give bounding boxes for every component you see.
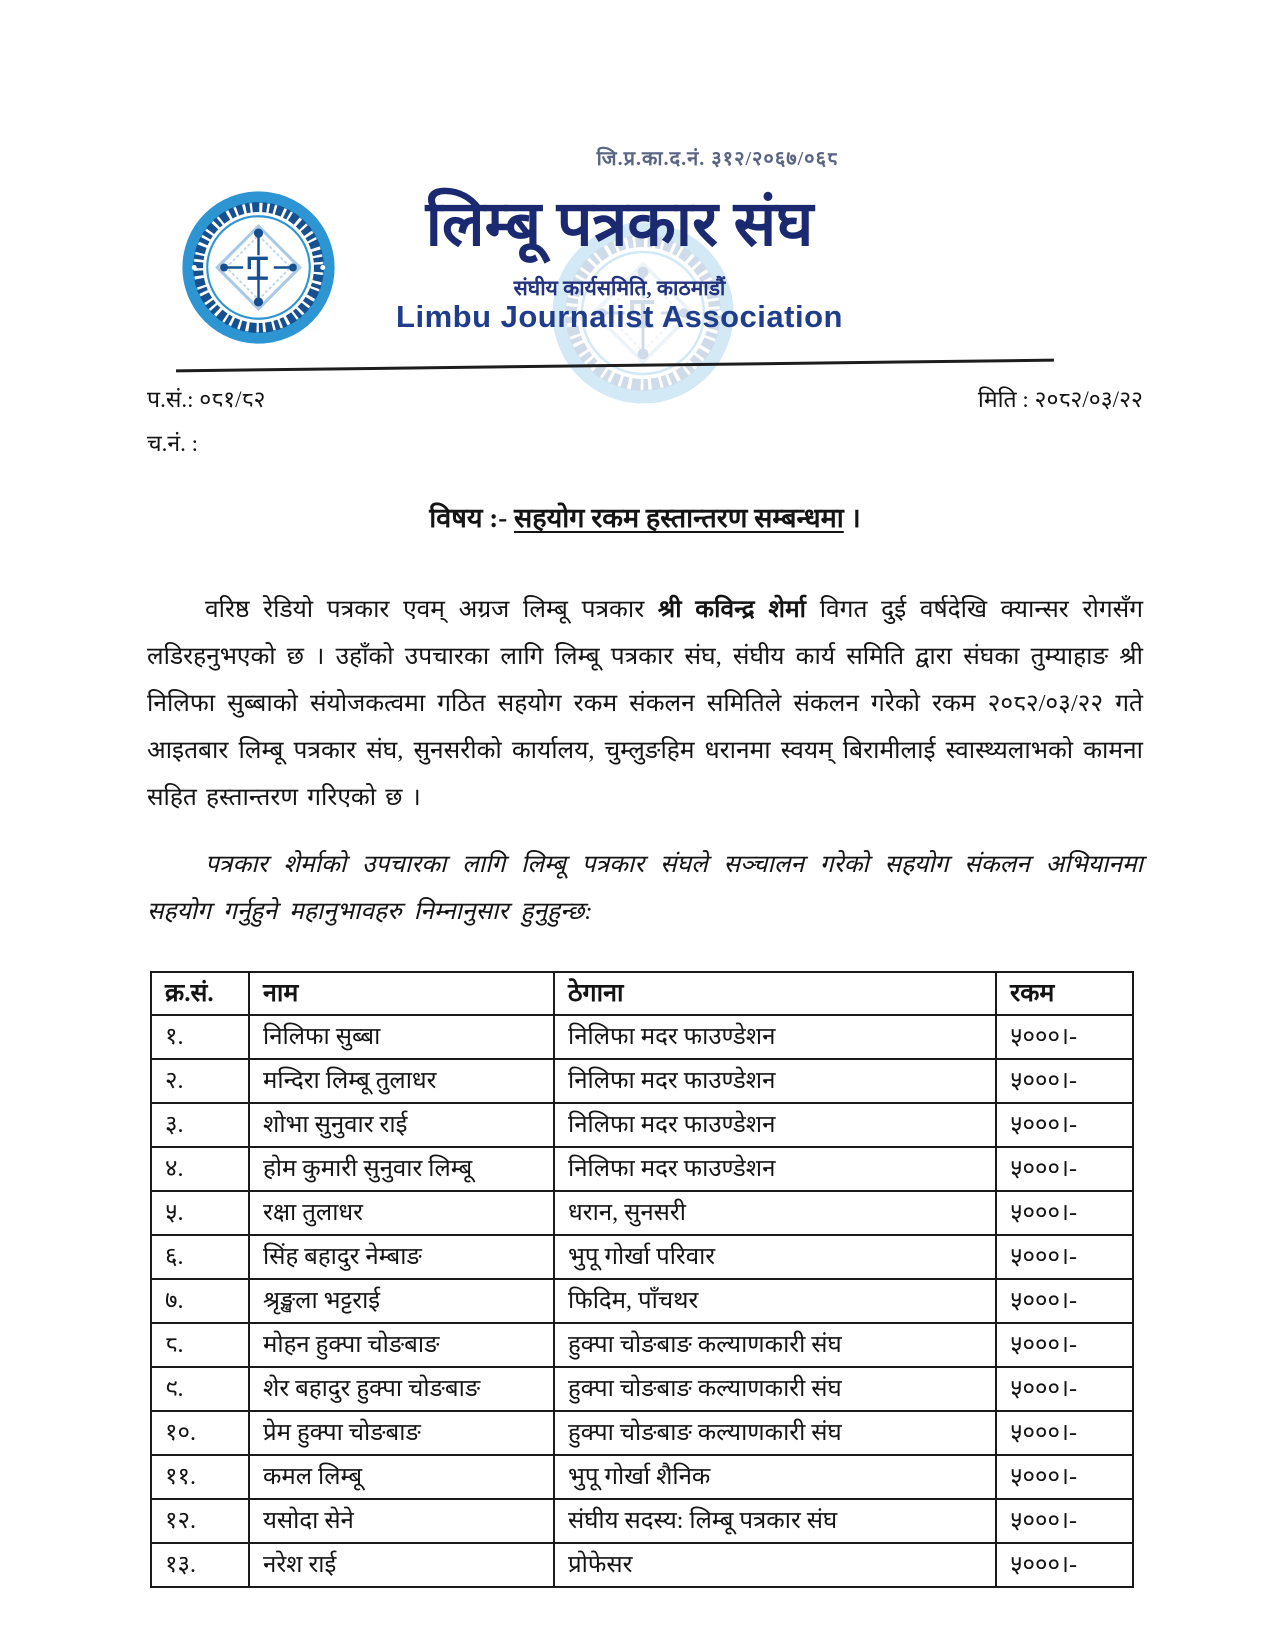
subject-line: [147, 500, 1143, 536]
cell-amount: ५०००।-: [996, 1543, 1133, 1587]
paragraph-1-start: वरिष्ठ रेडियो पत्रकार एवम् अग्रज लिम्बू पत्रकार: [205, 596, 645, 623]
header-address: ठेगाना: [554, 972, 996, 1015]
cell-amount: ५०००।-: [996, 1059, 1133, 1103]
paragraph-1: [147, 586, 1143, 821]
letter-meta-row: [147, 384, 1143, 416]
cell-serial-number: ८.: [151, 1323, 249, 1367]
letter-date: [978, 384, 1143, 416]
cell-name: मोहन हुक्पा चोङबाङ: [249, 1323, 554, 1367]
cell-address: भुपू गोर्खा शैनिक: [554, 1455, 996, 1499]
cell-amount: ५०००।-: [996, 1411, 1133, 1455]
cell-address: भुपू गोर्खा परिवार: [554, 1235, 996, 1279]
cell-serial-number: ११.: [151, 1455, 249, 1499]
table-row: [151, 1367, 1133, 1411]
organization-subtitle-nepali: संघीय कार्यसमिति, काठमाडौं: [513, 276, 726, 300]
cell-amount: ५०००।-: [996, 1499, 1133, 1543]
cell-name: नरेश राई: [249, 1543, 554, 1587]
cell-name: शेर बहादुर हुक्पा चोङबाङ: [249, 1367, 554, 1411]
table-row: [151, 1103, 1133, 1147]
table-row: [151, 1499, 1133, 1543]
table-row: [151, 1235, 1133, 1279]
cell-serial-number: १०.: [151, 1411, 249, 1455]
cell-amount: ५०००।-: [996, 1015, 1133, 1059]
cell-amount: ५०००।-: [996, 1147, 1133, 1191]
cell-amount: ५०००।-: [996, 1279, 1133, 1323]
cell-serial-number: ९.: [151, 1367, 249, 1411]
cell-address: निलिफा मदर फाउण्डेशन: [554, 1059, 996, 1103]
cell-serial-number: १.: [151, 1015, 249, 1059]
letter-number-value: ०८१/८२: [199, 387, 266, 412]
cell-serial-number: ५.: [151, 1191, 249, 1235]
cell-serial-number: ७.: [151, 1279, 249, 1323]
header-name: नाम: [249, 972, 554, 1015]
cell-address: निलिफा मदर फाउण्डेशन: [554, 1015, 996, 1059]
table-row: [151, 1455, 1133, 1499]
cell-name: रक्षा तुलाधर: [249, 1191, 554, 1235]
table-row: [151, 1543, 1133, 1587]
cell-serial-number: १३.: [151, 1543, 249, 1587]
subject-end-mark: ।: [850, 503, 861, 533]
cell-amount: ५०००।-: [996, 1367, 1133, 1411]
cell-name: शोभा सुनुवार राई: [249, 1103, 554, 1147]
person-name-highlight: श्री कविन्द्र शेर्मा: [657, 596, 806, 623]
cell-name: मन्दिरा लिम्बू तुलाधर: [249, 1059, 554, 1103]
cell-address: धरान, सुनसरी: [554, 1191, 996, 1235]
letter-body: [147, 384, 1143, 1588]
letter-number: [147, 384, 265, 416]
table-row: [151, 1323, 1133, 1367]
cell-name: यसोदा सेने: [249, 1499, 554, 1543]
letter-date-value: २०८२/०३/२२: [1034, 387, 1143, 412]
letter-date-label: मिति :: [977, 387, 1029, 412]
cell-serial-number: ६.: [151, 1235, 249, 1279]
table-row: [151, 1279, 1133, 1323]
cell-address: निलिफा मदर फाउण्डेशन: [554, 1147, 996, 1191]
paragraph-1-rest: विगत दुई वर्षदेखि क्यान्सर रोगसँग लडिरहनुभएको छ । उहाँको उपचारका लागि लिम्बू पत्रकार संघ, संघीय कार्य समिति द्वारा संघका तुम्याहाङ श्री निलिफा सुब्बाको संयोजकत्वमा गठित सहयोग रकम संकलन समितिले संकलन गरेको रकम २०८२/०३/२२ गते आइतबार लिम्बू पत्रकार संघ, सुनसरीको कार्यालय, चुम्लुङहिम धरानमा स्वयम् बिरामीलाई स्वास्थ्यलाभको कामना सहित हस्तान्तरण गरिएको छ ।: [147, 596, 1144, 811]
paragraph-2: पत्रकार शेर्माको उपचारका लागि लिम्बू पत्रकार संघले सञ्चालन गरेको सहयोग संकलन अभियानमा सहयोग गर्नुहुने महानुभावहरु निम्नानुसार हुनुहुन्छ:: [147, 851, 1143, 925]
letter-number-label: प.सं.:: [147, 387, 194, 412]
cell-address: हुक्पा चोङबाङ कल्याणकारी संघ: [554, 1323, 996, 1367]
dispatch-number: च.नं. :: [147, 431, 199, 456]
table-header-row: [151, 972, 1133, 1015]
cell-serial-number: ४.: [151, 1147, 249, 1191]
cell-address: प्रोफेसर: [554, 1543, 996, 1587]
cell-amount: ५०००।-: [996, 1191, 1133, 1235]
subject-prefix: विषय :-: [429, 503, 508, 533]
header-amount: रकम: [996, 972, 1133, 1015]
cell-name: कमल लिम्बू: [249, 1455, 554, 1499]
donors-table: [150, 971, 1134, 1588]
cell-amount: ५०००।-: [996, 1455, 1133, 1499]
cell-address: फिदिम, पाँचथर: [554, 1279, 996, 1323]
table-row: [151, 1059, 1133, 1103]
cell-serial-number: ३.: [151, 1103, 249, 1147]
cell-name: प्रेम हुक्पा चोङबाङ: [249, 1411, 554, 1455]
subject-text: सहयोग रकम हस्तान्तरण सम्बन्धमा: [514, 503, 844, 533]
cell-amount: ५०००।-: [996, 1235, 1133, 1279]
cell-address: हुक्पा चोङबाङ कल्याणकारी संघ: [554, 1367, 996, 1411]
cell-address: संघीय सदस्य: लिम्बू पत्रकार संघ: [554, 1499, 996, 1543]
registration-number: जि.प्र.का.द.नं. ३१२/२०६७/०६८: [596, 148, 839, 170]
table-row: [151, 1191, 1133, 1235]
cell-name: निलिफा सुब्बा: [249, 1015, 554, 1059]
header-serial-number: क्र.सं.: [151, 972, 249, 1015]
organization-title-nepali: लिम्बू पत्रकार संघ: [425, 189, 814, 259]
donors-table-body: [151, 1015, 1133, 1587]
table-row: [151, 1411, 1133, 1455]
cell-serial-number: २.: [151, 1059, 249, 1103]
cell-name: होम कुमारी सुनुवार लिम्बू: [249, 1147, 554, 1191]
cell-address: हुक्पा चोङबाङ कल्याणकारी संघ: [554, 1411, 996, 1455]
cell-name: श्रृङ्खला भट्टराई: [249, 1279, 554, 1323]
cell-amount: ५०००।-: [996, 1323, 1133, 1367]
organization-title-english: Limbu Journalist Association: [396, 299, 843, 334]
cell-serial-number: १२.: [151, 1499, 249, 1543]
table-row: [151, 1147, 1133, 1191]
table-row: [151, 1015, 1133, 1059]
cell-name: सिंह बहादुर नेम्बाङ: [249, 1235, 554, 1279]
letterhead: [0, 0, 1275, 372]
cell-amount: ५०००।-: [996, 1103, 1133, 1147]
cell-address: निलिफा मदर फाउण्डेशन: [554, 1103, 996, 1147]
